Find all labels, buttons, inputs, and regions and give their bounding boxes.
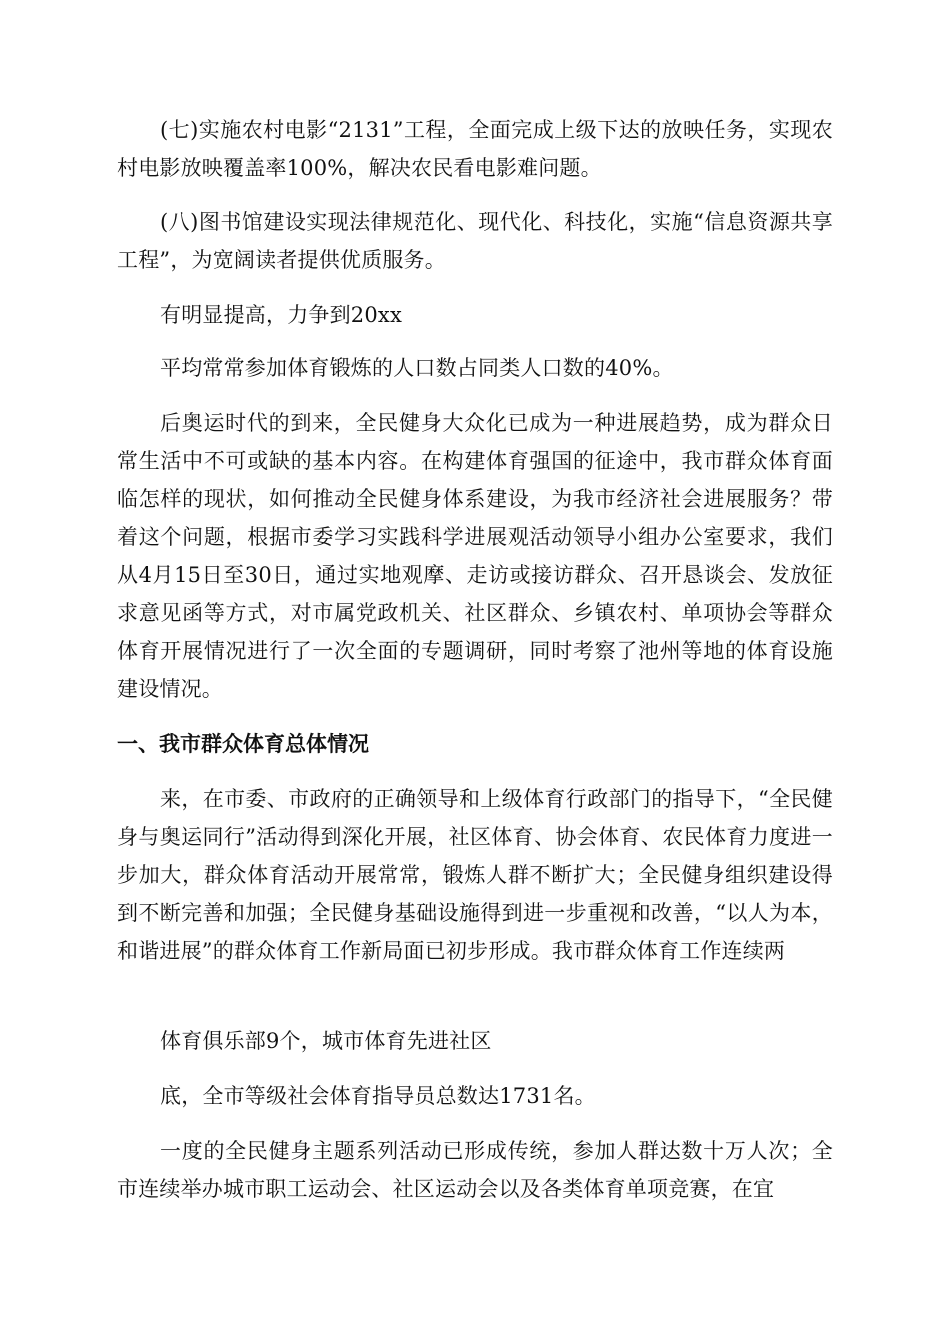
paragraph-library: (八)图书馆建设实现法律规范化、现代化、科技化，实施“信息资源共享工程”，为宽阔读者提供优质服务。 [117,210,833,272]
paragraph-instructors: 底，全市等级社会体育指导员总数达1731名。 [160,1084,596,1108]
paragraph-exercise-rate: 平均常常参加体育锻炼的人口数占同类人口数的40%。 [160,356,674,380]
paragraph-rural-film: (七)实施农村电影“2131”工程，全面完成上级下达的放映任务，实现农村电影放映覆盖率100%，解决农民看电影难问题。 [117,118,833,180]
paragraph-improvement: 有明显提高，力争到20xx [160,303,403,327]
paragraph-post-olympic: 后奥运时代的到来，全民健身大众化已成为一种进展趋势，成为群众日常生活中不可或缺的基本内容。在构建体育强国的征途中，我市群众体育面临怎样的现状，如何推动全民健身体系建设，为我市经济社会进展服务？带着这个问题，根据市委学习实践科学进展观活动领导小组办公室要求，我们从4月15日至30日，通过实地观摩、走访或接访群众、召开恳谈会、发放征求意见函等方式，对市属党政机关、社区群众、乡镇农村、单项协会等群众体育开展情况进行了一次全面的专题调研，同时考察了池州等地的体育设施建设情况。 [117,411,833,701]
paragraph-overview: 来，在市委、市政府的正确领导和上级体育行政部门的指导下，“全民健身与奥运同行”活动得到深化开展，社区体育、协会体育、农民体育力度进一步加大，群众体育活动开展常常，锻炼人群不断扩大；全民健身组织建设得到不断完善和加强；全民健身基础设施得到进一步重视和改善，“以人为本，和谐进展”的群众体育工作新局面已初步形成。我市群众体育工作连续两 [117,787,833,963]
section-heading: 一、我市群众体育总体情况 [117,732,369,756]
paragraph-sports-clubs: 体育俱乐部9个，城市体育先进社区 [160,1029,492,1053]
paragraph-fitness-activities: 一度的全民健身主题系列活动已形成传统，参加人群达数十万人次；全市连续举办城市职工运动会、社区运动会以及各类体育单项竞赛，在宜 [117,1139,833,1201]
